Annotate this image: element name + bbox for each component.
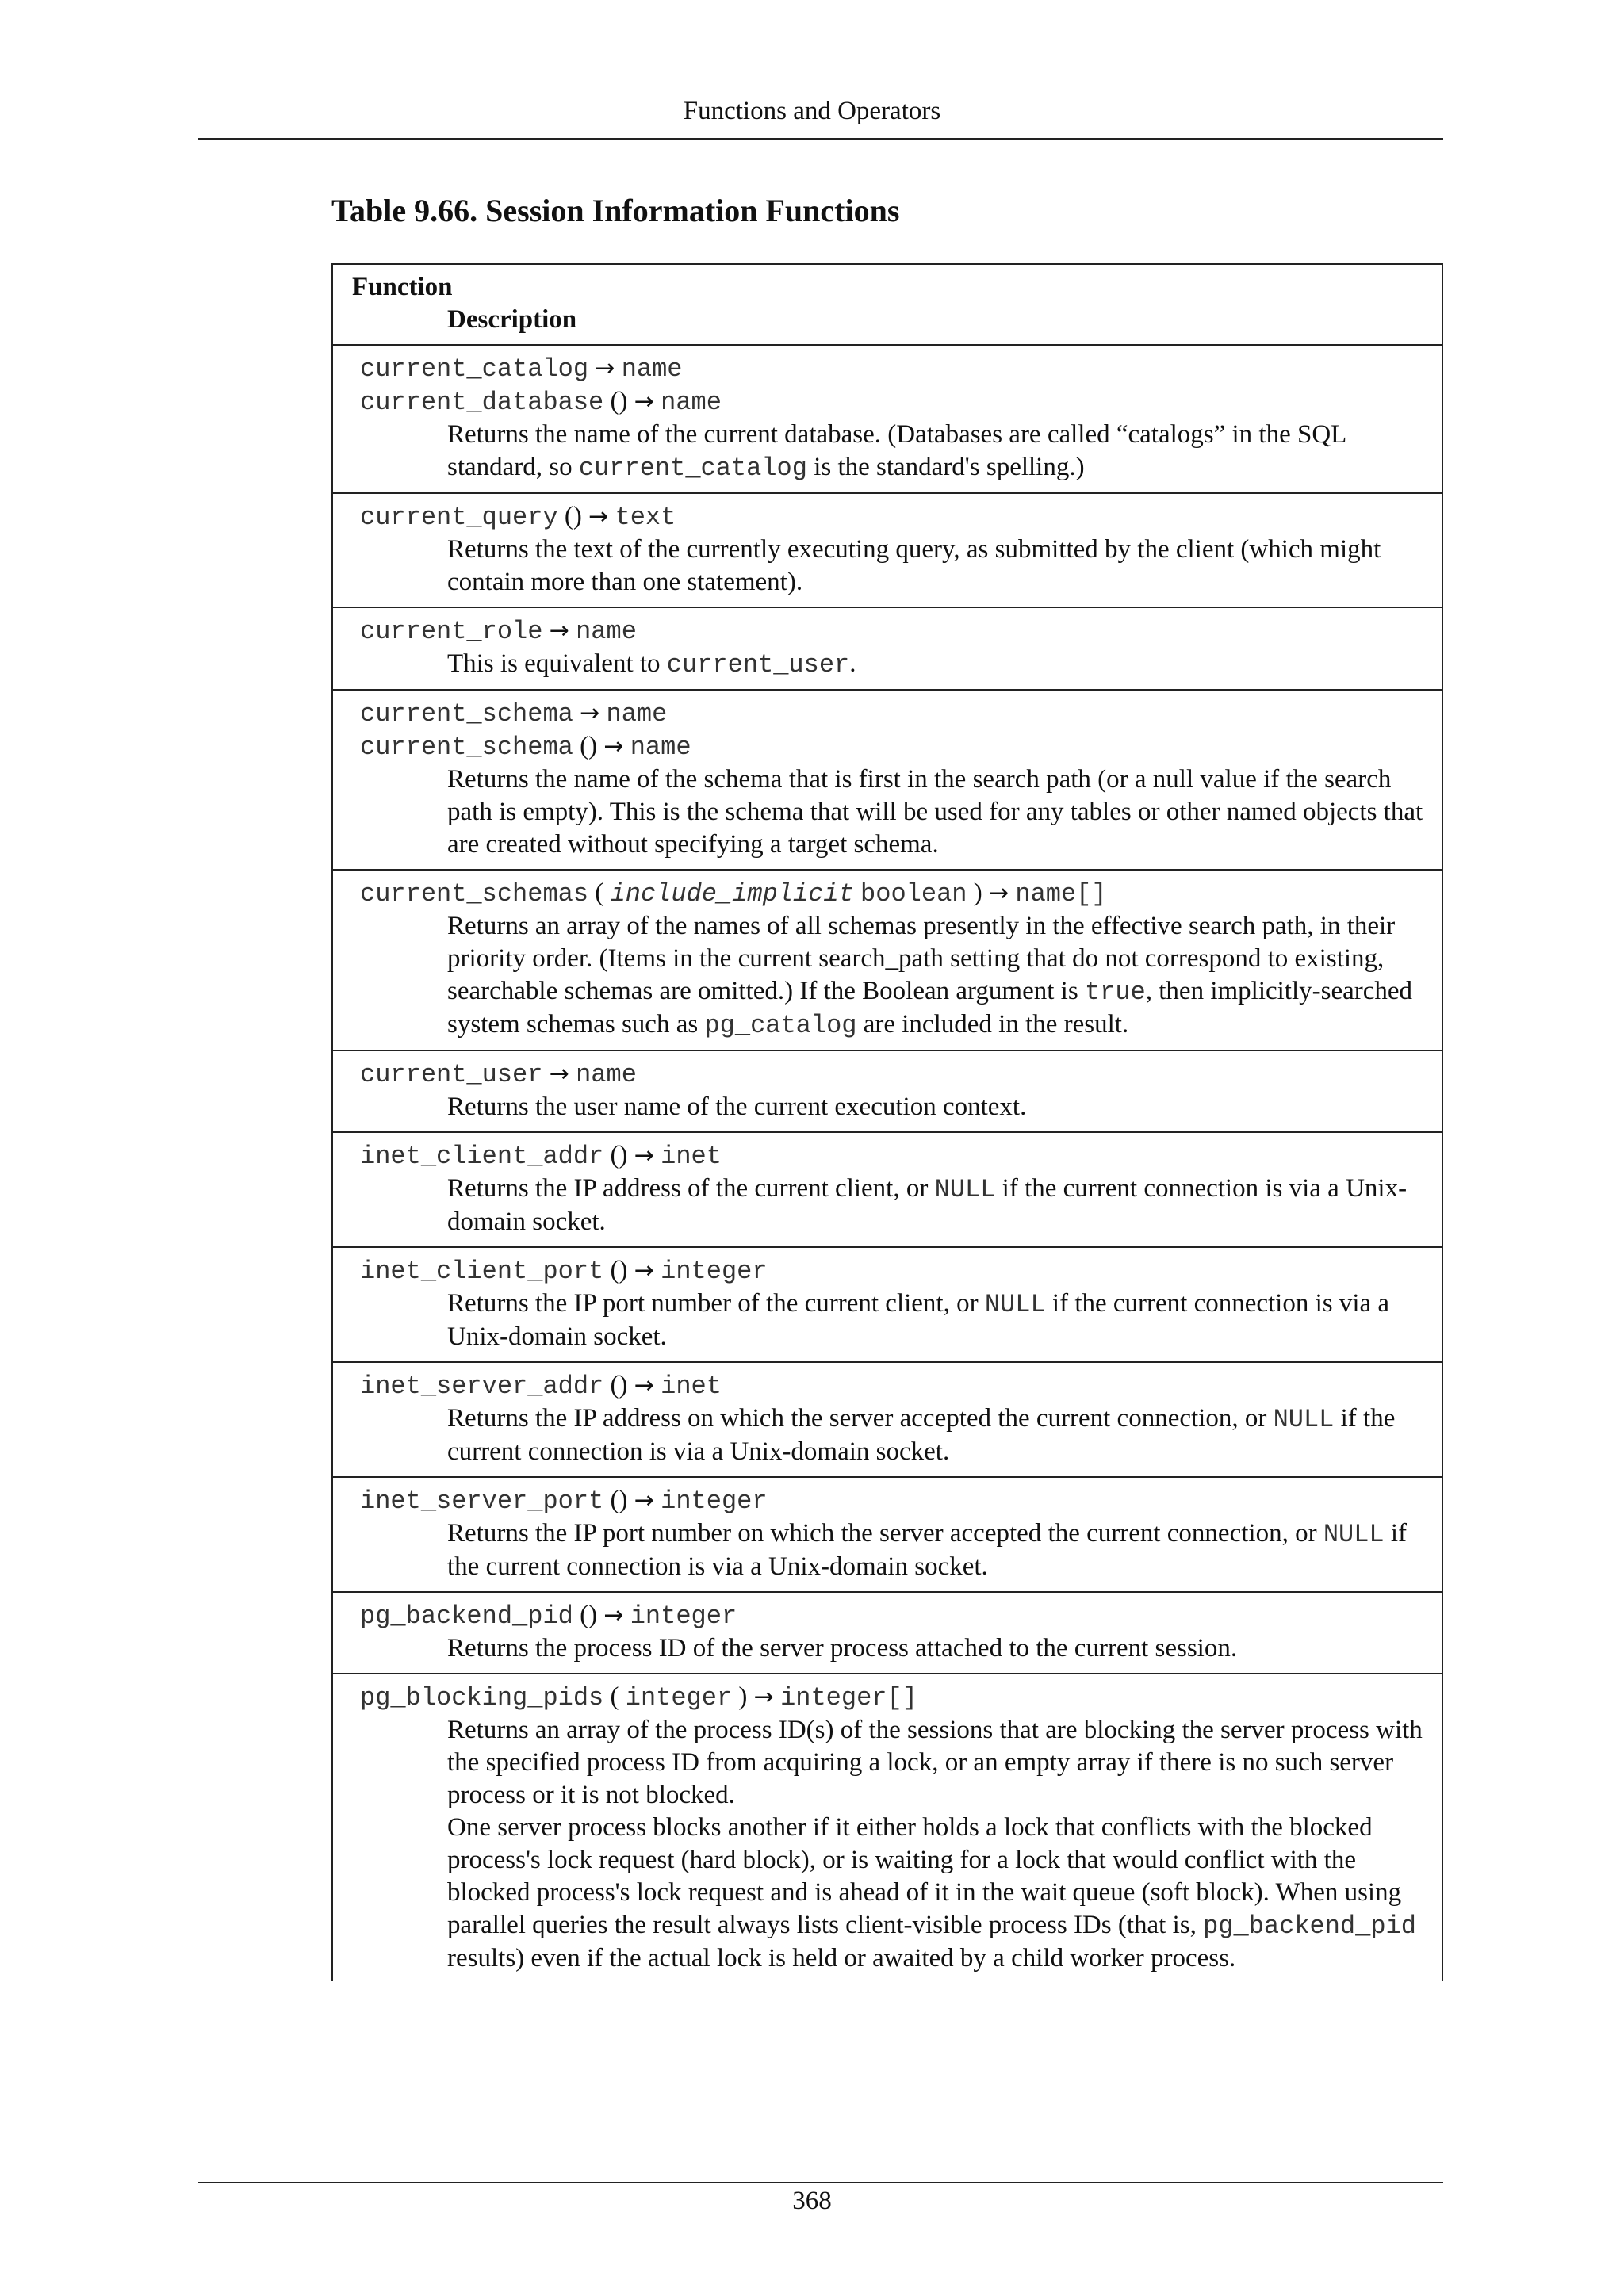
table-row — [332, 493, 1442, 607]
parentheses: () — [610, 387, 628, 415]
function-signature — [352, 500, 1432, 534]
function-signature — [352, 697, 1432, 730]
function-name: inet_server_addr — [360, 1372, 604, 1401]
function-description: Returns the name of the schema that is first in the search path (or a null value if the search path is empty). This is the schema that will be used for any tables or other named objects that are created without specifying a target schema. — [447, 765, 1423, 859]
return-type: name — [661, 388, 722, 417]
returns-arrow: → — [549, 1060, 569, 1088]
function-name: inet_client_port — [360, 1257, 604, 1286]
function-description: Returns an array of the names of all schemas presently in the effective search path, in their priority order. (Items in the current search_path setting that do not correspond to existing, searchable schemas are omitted.) If the Boolean argument is true, then implicitly-searched system schemas such as pg_catalog are included in the result. — [447, 912, 1413, 1040]
returns-arrow: → — [634, 1372, 654, 1399]
return-type: integer — [630, 1601, 737, 1631]
function-signature — [352, 1139, 1432, 1173]
open-paren: ( — [610, 1682, 619, 1711]
returns-arrow: → — [603, 1601, 624, 1629]
close-paren: ) — [973, 878, 982, 907]
table-row — [332, 1477, 1442, 1592]
function-signature — [352, 877, 1432, 910]
parentheses: () — [610, 1486, 628, 1514]
function-signature — [352, 1254, 1432, 1288]
table-row — [332, 1592, 1442, 1674]
function-signature — [352, 1058, 1432, 1091]
returns-arrow: → — [753, 1683, 774, 1711]
function-name: current_catalog — [360, 354, 589, 384]
parentheses: () — [610, 1141, 628, 1169]
return-type: integer[] — [780, 1683, 917, 1712]
code-literal: current_catalog — [578, 453, 807, 483]
return-type: name — [621, 354, 683, 384]
function-signature — [352, 1599, 1432, 1632]
returns-arrow: → — [549, 617, 569, 645]
table-title: Table 9.66. Session Information Functions — [331, 193, 900, 228]
table-row — [332, 607, 1442, 690]
code-literal: NULL — [1323, 1520, 1385, 1549]
code-literal: current_user — [666, 650, 850, 679]
function-signature — [352, 385, 1432, 419]
function-name: current_query — [360, 503, 558, 532]
table-header-row — [332, 264, 1442, 345]
function-description: Returns the name of the current database. (Databases are called “catalogs” in the SQL standard, so current_catalog is the standard's spelling.) — [447, 420, 1346, 483]
return-type: inet — [661, 1142, 722, 1171]
parentheses: () — [610, 1256, 628, 1284]
table-row — [332, 690, 1442, 870]
function-name: current_schema — [360, 733, 573, 762]
function-name: pg_backend_pid — [360, 1601, 573, 1631]
function-signature — [352, 1681, 1432, 1714]
column-header-function: Function — [352, 273, 453, 301]
parentheses: () — [580, 1601, 598, 1629]
function-description: Returns the IP address on which the server accepted the current connection, or NULL if the current connection is via a Unix-domain socket. — [447, 1404, 1396, 1466]
code-literal: pg_catalog — [704, 1011, 857, 1040]
function-description: Returns the text of the currently executing query, as submitted by the client (which might contain more than one statement). — [447, 535, 1381, 596]
function-name: current_database — [360, 388, 604, 417]
return-type: name — [576, 617, 637, 646]
code-literal: pg_backend_pid — [1203, 1911, 1416, 1941]
function-name: pg_blocking_pids — [360, 1683, 604, 1712]
page-number: 368 — [792, 2187, 832, 2215]
returns-arrow: → — [588, 503, 609, 530]
function-name: current_user — [360, 1060, 543, 1089]
code-literal: true — [1084, 978, 1146, 1007]
argument-type: integer — [625, 1683, 733, 1712]
table-row — [332, 870, 1442, 1050]
footer-rule — [198, 2182, 1443, 2183]
function-description: Returns the user name of the current execution context. — [447, 1093, 1027, 1121]
returns-arrow: → — [595, 354, 615, 382]
return-type: text — [615, 503, 676, 532]
parentheses: () — [580, 732, 598, 760]
argument-name: include_implicit — [610, 879, 854, 909]
returns-arrow: → — [634, 1142, 654, 1169]
function-signature — [352, 730, 1432, 763]
return-type: name — [630, 733, 691, 762]
returns-arrow: → — [634, 388, 654, 415]
return-type: name — [606, 699, 668, 729]
returns-arrow: → — [988, 879, 1009, 907]
table-row — [332, 345, 1442, 493]
returns-arrow: → — [603, 733, 624, 760]
table-row — [332, 1674, 1442, 1981]
table-row — [332, 1247, 1442, 1362]
table-row — [332, 1362, 1442, 1477]
function-name: inet_server_port — [360, 1487, 604, 1516]
function-description: Returns the process ID of the server process attached to the current session. — [447, 1634, 1238, 1663]
function-name: inet_client_addr — [360, 1142, 604, 1171]
returns-arrow: → — [634, 1257, 654, 1284]
function-name: current_schemas — [360, 879, 589, 909]
return-type: inet — [661, 1372, 722, 1401]
return-type: integer — [661, 1487, 768, 1516]
function-description: Returns the IP port number of the current client, or NULL if the current connection is via a Unix-domain socket. — [447, 1289, 1390, 1351]
return-type: integer — [661, 1257, 768, 1286]
function-description: Returns an array of the process ID(s) of the sessions that are blocking the server process with the specified process ID from acquiring a lock, or an empty array if there is no such server process or it is not blocked. — [447, 1716, 1423, 1809]
function-description-continued: One server process blocks another if it either holds a lock that conflicts with the blocked process's lock request (hard block), or is waiting for a lock that would conflict with the blocked process's lock request and is ahead of it in the wait queue (soft block). When using parallel queries the result always lists client-visible process IDs (that is, pg_backend_pid results) even if the actual lock is held or awaited by a child worker process. — [447, 1813, 1416, 1973]
function-name: current_schema — [360, 699, 573, 729]
code-literal: NULL — [1273, 1405, 1335, 1434]
return-type: name[] — [1015, 879, 1107, 909]
function-signature — [352, 1369, 1432, 1402]
return-type: name — [576, 1060, 637, 1089]
code-literal: NULL — [984, 1290, 1046, 1319]
code-literal: NULL — [934, 1175, 996, 1204]
returns-arrow: → — [634, 1487, 654, 1514]
parentheses: () — [610, 1371, 628, 1399]
parentheses: () — [564, 502, 582, 530]
returns-arrow: → — [580, 699, 600, 727]
function-description: Returns the IP address of the current client, or NULL if the current connection is via a Unix-domain socket. — [447, 1174, 1408, 1236]
table-row — [332, 1050, 1442, 1132]
functions-table — [331, 263, 1443, 1981]
header-rule — [198, 138, 1443, 140]
argument-type: boolean — [860, 879, 967, 909]
function-description: This is equivalent to current_user. — [447, 649, 856, 679]
open-paren: ( — [595, 878, 604, 907]
function-signature — [352, 352, 1432, 385]
column-header-description: Description — [447, 305, 577, 334]
function-name: current_role — [360, 617, 543, 646]
running-header: Functions and Operators — [683, 97, 941, 125]
table-row — [332, 1132, 1442, 1247]
function-signature — [352, 1484, 1432, 1517]
close-paren: ) — [738, 1682, 748, 1711]
function-description: Returns the IP port number on which the server accepted the current connection, or NULL if the current connection is via a Unix-domain socket. — [447, 1519, 1408, 1581]
function-signature — [352, 614, 1432, 648]
